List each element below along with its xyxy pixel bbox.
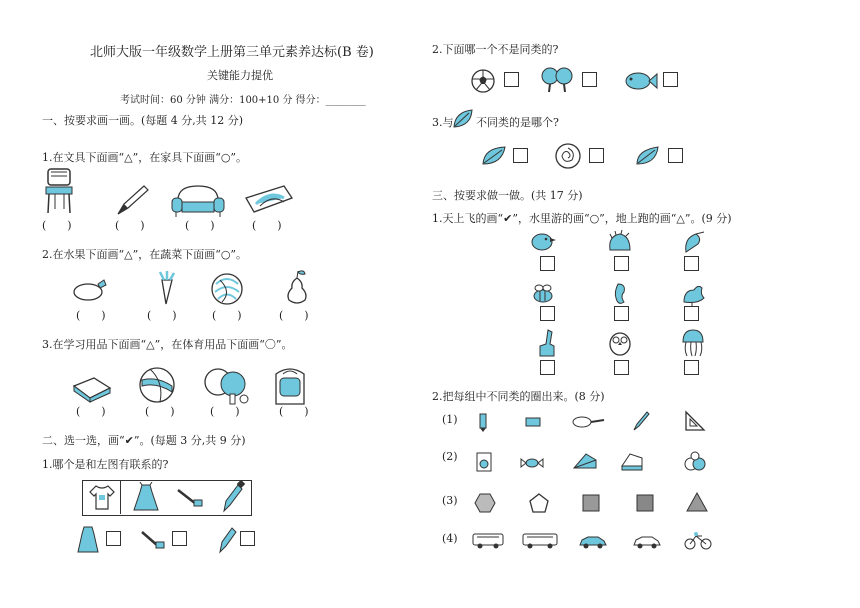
candy-icon: [520, 456, 544, 470]
answer-box[interactable]: [540, 256, 555, 271]
section1-heading: 一、按要求画一画。(每题 4 分,共 12 分): [42, 114, 244, 127]
group-label: (1): [442, 413, 458, 426]
frame-divider: [120, 480, 121, 514]
section2-heading: 二、选一选，画“✔”。(每题 3 分,共 9 分): [42, 434, 246, 447]
jellyfish-icon: [680, 328, 706, 358]
chair-icon: [42, 167, 76, 215]
sofa-icon: [170, 182, 226, 218]
set-square-icon: [684, 410, 706, 432]
bee-icon: [530, 282, 556, 306]
cake-slice-icon: [620, 452, 644, 472]
answer-blank[interactable]: ( ): [252, 219, 282, 232]
choice-checkbox[interactable]: [240, 531, 255, 546]
section3-heading: 三、按要求做一做。(共 17 分): [432, 189, 583, 202]
answer-blank[interactable]: ( ): [76, 309, 106, 322]
eraser-icon: [524, 414, 542, 430]
s2-question-3-prefix: 3.与: [432, 116, 454, 129]
answer-box[interactable]: [614, 256, 629, 271]
answer-blank[interactable]: ( ): [147, 309, 177, 322]
eggplant-icon: [72, 276, 108, 302]
s2-question-3-suffix: 不同类的是哪个?: [476, 116, 559, 129]
square-grid-icon: [582, 494, 600, 512]
bicycle-icon: [684, 530, 712, 550]
answer-box[interactable]: [614, 306, 629, 321]
page-title: 北师大版一年级数学上册第三单元素养达标(B 卷): [90, 45, 374, 60]
leaf-icon: [451, 108, 475, 130]
s1-question-2: 2.在水果下面画“△”，在蔬菜下面画“○”。: [42, 248, 248, 261]
ping-pong-paddles-icon: [540, 66, 574, 94]
seahorse-icon: [608, 280, 632, 306]
hexagon-icon: [474, 493, 496, 513]
answer-box[interactable]: [540, 360, 555, 375]
car-icon: [578, 534, 608, 550]
s1-question-3: 3.在学习用品下面画“△”，在体育用品下面画“〇”。: [42, 338, 293, 351]
dress-icon: [76, 524, 100, 554]
toothbrush-icon: [140, 528, 166, 552]
toothpaste-icon: [220, 481, 246, 513]
carrot-icon: [152, 270, 180, 306]
pentagon-icon: [528, 492, 550, 514]
choice-checkbox[interactable]: [504, 72, 519, 87]
washing-machine-icon: [476, 452, 492, 472]
s1-question-1: 1.在文具下面画“△”，在家具下面画“○”。: [42, 151, 248, 164]
choice-checkbox[interactable]: [582, 72, 597, 87]
toothpaste-icon: [216, 524, 240, 554]
choice-checkbox[interactable]: [172, 531, 187, 546]
leaf-icon: [634, 144, 662, 168]
pencil-icon: [632, 410, 650, 432]
answer-blank[interactable]: ( ): [76, 405, 106, 418]
parrot-icon: [680, 230, 706, 254]
pencil-box-icon: [244, 184, 294, 214]
answer-blank[interactable]: ( ): [212, 309, 242, 322]
answer-blank[interactable]: ( ): [210, 405, 240, 418]
s3-question-1: 1.天上飞的画“✔”，水里游的画“○”，地上跑的画“△”。(9 分): [432, 212, 732, 225]
answer-box[interactable]: [684, 256, 699, 271]
triangle-icon: [686, 492, 708, 512]
marker-icon: [476, 412, 490, 432]
fruit-basket-icon: [684, 450, 706, 472]
page-subtitle: 关键能力提优: [207, 69, 273, 82]
answer-blank[interactable]: ( ): [42, 219, 72, 232]
rooster-icon: [680, 280, 708, 306]
answer-box[interactable]: [684, 306, 699, 321]
fish-icon: [624, 70, 658, 92]
bus-icon: [522, 532, 558, 550]
group-label: (2): [442, 450, 458, 463]
pear-icon: [284, 268, 310, 306]
ping-pong-icon: [202, 366, 250, 406]
backpack-icon: [270, 364, 310, 406]
choice-checkbox[interactable]: [668, 148, 683, 163]
frying-pan-icon: [572, 414, 606, 430]
bus-icon: [472, 532, 504, 550]
cabbage-icon: [210, 272, 244, 306]
choice-checkbox[interactable]: [106, 531, 121, 546]
group-label: (3): [442, 494, 458, 507]
answer-box[interactable]: [684, 360, 699, 375]
owl-icon: [608, 330, 632, 356]
dress-icon: [132, 482, 160, 512]
s2-question-1: 1.哪个是和左图有联系的?: [42, 458, 169, 471]
s3-question-2: 2.把每组中不同类的圈出来。(8 分): [432, 390, 605, 403]
volleyball-icon: [138, 366, 176, 404]
t-shirt-icon: [88, 483, 116, 511]
soccer-ball-icon: [470, 68, 496, 94]
choice-checkbox[interactable]: [663, 72, 678, 87]
answer-blank[interactable]: ( ): [185, 219, 215, 232]
cake-icon: [572, 452, 598, 472]
answer-box[interactable]: [614, 360, 629, 375]
answer-blank[interactable]: ( ): [145, 405, 175, 418]
toothbrush-icon: [176, 486, 204, 510]
hedgehog-icon: [606, 230, 632, 254]
group-label: (4): [442, 532, 458, 545]
choice-checkbox[interactable]: [513, 148, 528, 163]
answer-blank[interactable]: ( ): [279, 405, 309, 418]
pencil-icon: [114, 182, 150, 216]
answer-box[interactable]: [540, 306, 555, 321]
exam-info: 考试时间：60 分钟 满分：100+10 分 得分：________: [120, 95, 366, 106]
giraffe-icon: [534, 328, 558, 358]
s2-question-2: 2.下面哪一个不是同类的?: [432, 43, 559, 56]
answer-blank[interactable]: ( ): [115, 219, 145, 232]
eraser-icon: [72, 374, 112, 404]
choice-checkbox[interactable]: [589, 148, 604, 163]
bird-icon: [530, 230, 556, 252]
square-grid-icon: [636, 494, 654, 512]
leaf-icon: [480, 144, 508, 168]
car-icon: [632, 534, 662, 550]
answer-blank[interactable]: ( ): [279, 309, 309, 322]
rose-icon: [554, 142, 582, 170]
